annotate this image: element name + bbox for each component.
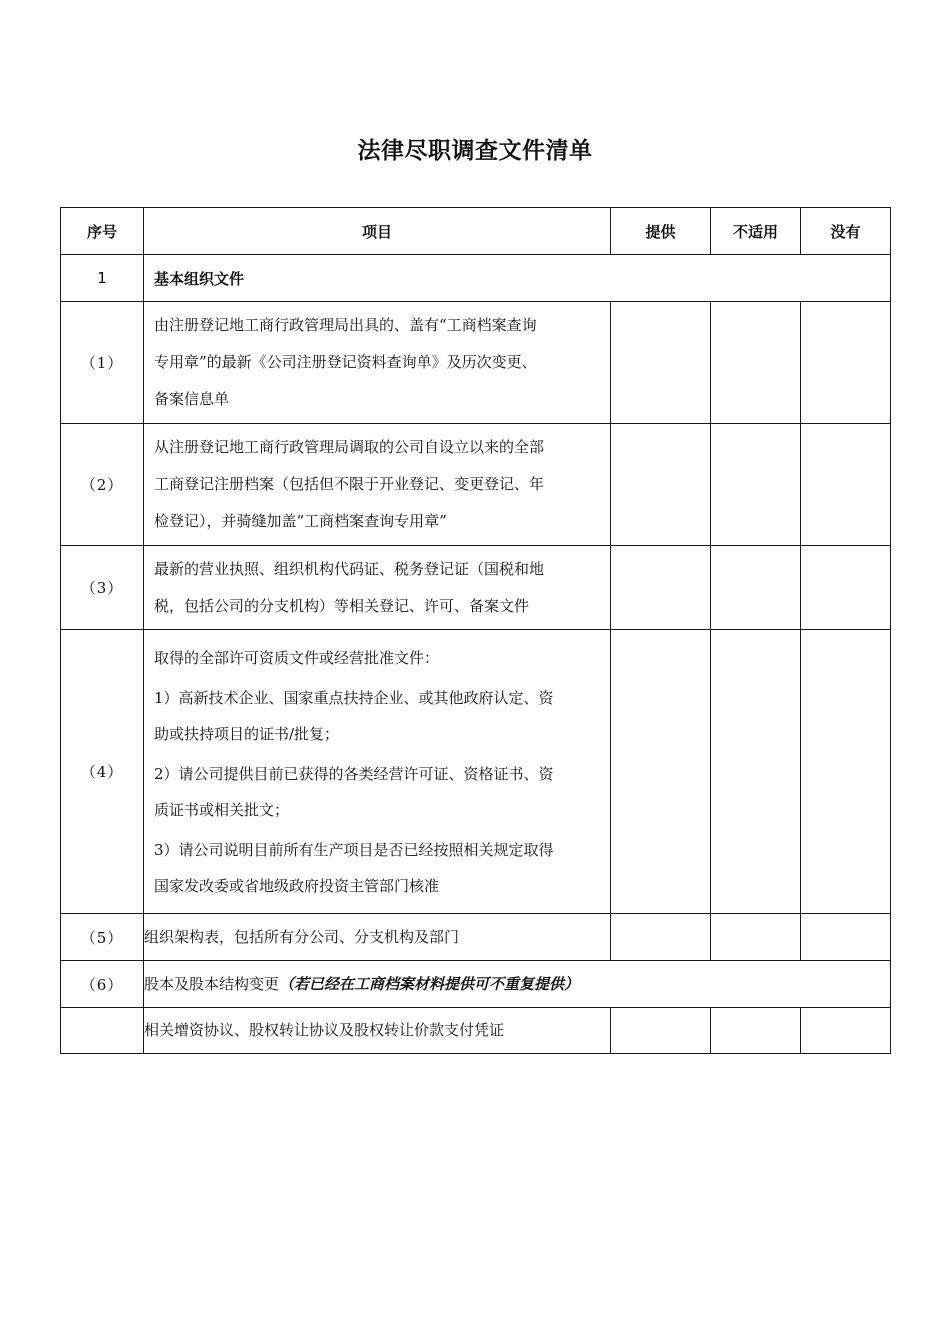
table-row	[61, 546, 891, 630]
not-applicable-cell[interactable]	[711, 546, 801, 630]
item-line: 由注册登记地工商行政管理局出具的、盖有“工商档案查询	[154, 316, 537, 334]
table-row	[61, 424, 891, 546]
header-no: 序号	[61, 208, 144, 255]
item-line: 最新的营业执照、组织机构代码证、税务登记证（国税和地	[154, 559, 545, 578]
none-cell[interactable]	[801, 302, 891, 424]
row-item	[144, 961, 891, 1008]
header-row	[61, 208, 891, 255]
row-number: （5）	[61, 914, 144, 961]
row-item	[144, 302, 611, 424]
row-number	[61, 1008, 144, 1054]
item-intro: 取得的全部许可资质文件或经营批准文件：	[154, 648, 440, 667]
provided-cell[interactable]	[611, 1008, 711, 1054]
item-text: 股本及股本结构变更	[144, 974, 280, 993]
item-line: 1）高新技术企业、国家重点扶持企业、或其他政府认定、资	[154, 688, 554, 707]
item-line: 工商登记注册档案（包括但不限于开业登记、变更登记、年	[154, 475, 545, 493]
table-row	[61, 961, 891, 1008]
table-row	[61, 1008, 891, 1054]
header-not-applicable: 不适用	[711, 208, 801, 255]
table-row	[61, 302, 891, 424]
none-cell[interactable]	[801, 1008, 891, 1054]
not-applicable-cell[interactable]	[711, 630, 801, 914]
section-number: 1	[61, 255, 144, 302]
row-item: 相关增资协议、股权转让协议及股权转让价款支付凭证	[144, 1008, 611, 1054]
row-item	[144, 630, 611, 914]
not-applicable-cell[interactable]	[711, 1008, 801, 1054]
item-line: 国家发改委或省地级政府投资主管部门核准	[154, 876, 440, 895]
header-provided: 提供	[611, 208, 711, 255]
not-applicable-cell[interactable]	[711, 424, 801, 546]
none-cell[interactable]	[801, 546, 891, 630]
table-row	[61, 914, 891, 961]
header-item: 项目	[144, 208, 611, 255]
item-line: 质证书或相关批文；	[154, 800, 290, 819]
provided-cell[interactable]	[611, 302, 711, 424]
provided-cell[interactable]	[611, 914, 711, 961]
none-cell[interactable]	[801, 424, 891, 546]
item-note: （若已经在工商档案材料提供可不重复提供）	[279, 974, 580, 993]
row-item: 组织架构表，包括所有分公司、分支机构及部门	[144, 914, 611, 961]
row-number: （4）	[61, 630, 144, 914]
none-cell[interactable]	[801, 914, 891, 961]
provided-cell[interactable]	[611, 630, 711, 914]
section-row	[61, 255, 891, 302]
document-title: 法律尽职调查文件清单	[357, 138, 593, 164]
item-line: 3）请公司说明目前所有生产项目是否已经按照相关规定取得	[154, 840, 554, 859]
item-line: 专用章”的最新《公司注册登记资料查询单》及历次变更、	[154, 353, 537, 371]
item-line: 2）请公司提供目前已获得的各类经营许可证、资格证书、资	[154, 764, 554, 783]
provided-cell[interactable]	[611, 546, 711, 630]
item-line: 税，包括公司的分支机构）等相关登记、许可、备案文件	[154, 596, 530, 615]
row-item	[144, 424, 611, 546]
header-none: 没有	[801, 208, 891, 255]
section-title: 基本组织文件	[144, 255, 891, 302]
row-number: （1）	[61, 302, 144, 424]
row-number: （3）	[61, 546, 144, 630]
row-item	[144, 546, 611, 630]
table-row	[61, 630, 891, 914]
not-applicable-cell[interactable]	[711, 914, 801, 961]
provided-cell[interactable]	[611, 424, 711, 546]
item-line: 从注册登记地工商行政管理局调取的公司自设立以来的全部	[154, 438, 545, 456]
item-line: 备案信息单	[154, 390, 230, 408]
item-sub-paragraph	[154, 832, 600, 904]
item-line: 检登记），并骑缝加盖“工商档案查询专用章”	[154, 512, 447, 530]
item-line: 助或扶持项目的证书/批复；	[154, 724, 340, 743]
item-sub-paragraph	[154, 756, 600, 828]
checklist-table	[60, 207, 891, 1054]
row-number: （2）	[61, 424, 144, 546]
none-cell[interactable]	[801, 630, 891, 914]
row-number: （6）	[61, 961, 144, 1008]
item-sub-paragraph	[154, 680, 600, 752]
not-applicable-cell[interactable]	[711, 302, 801, 424]
